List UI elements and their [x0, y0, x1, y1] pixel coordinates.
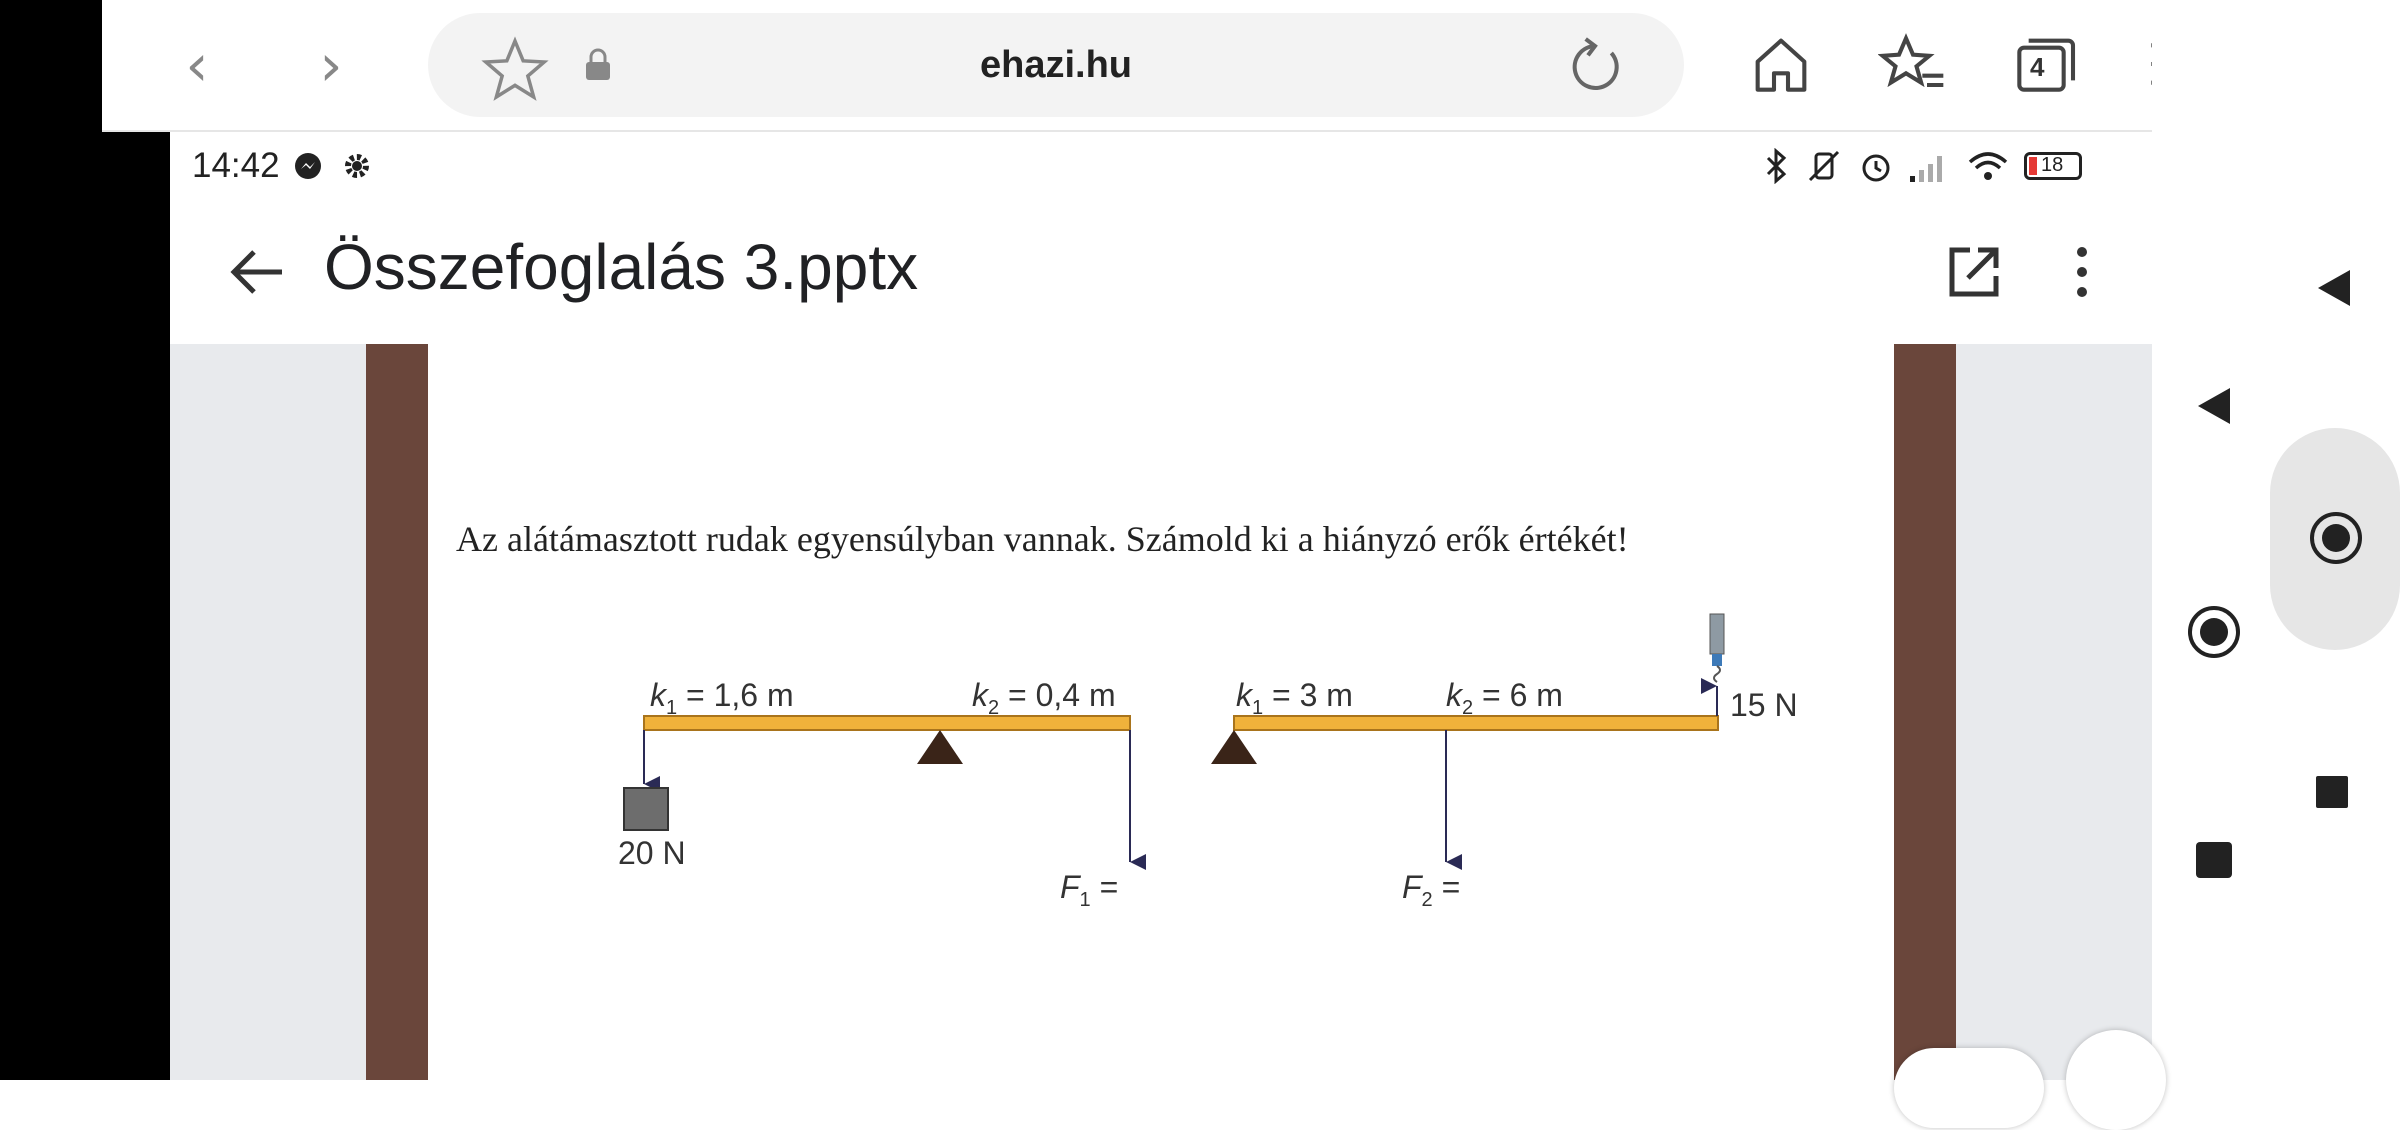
open-external-icon[interactable]	[1946, 244, 2002, 300]
nav-recents-icon[interactable]	[2192, 838, 2236, 882]
tab-count: 4	[2030, 52, 2045, 82]
lever-1-fulcrum	[917, 730, 963, 764]
lever-2-fulcrum	[1211, 730, 1257, 764]
more-options-icon[interactable]	[2052, 242, 2112, 302]
tabs-icon[interactable]	[2010, 28, 2080, 100]
spring-force-label: 15 N	[1730, 687, 1798, 723]
lever-1-beam	[644, 716, 1130, 730]
spring-scale	[1710, 614, 1724, 654]
alarm-icon	[1858, 148, 1894, 184]
weight-block	[624, 788, 668, 830]
outer-recents-icon[interactable]	[2312, 772, 2352, 812]
lever-2	[1211, 614, 1798, 911]
page-indicator-pill[interactable]	[1894, 1048, 2044, 1128]
lever-2-k1-label: $k_1 = 3$ m	[1236, 677, 1353, 719]
browser-toolbar	[102, 0, 2268, 132]
url-text: ehazi.hu	[979, 44, 1133, 86]
status-bar-left	[192, 146, 373, 186]
settings-gear-icon	[341, 150, 373, 182]
bookmarks-icon[interactable]	[1878, 28, 1948, 100]
address-bar[interactable]	[428, 13, 1684, 117]
battery-icon	[2024, 152, 2082, 180]
nav-home-icon[interactable]	[2186, 604, 2242, 660]
document-viewer[interactable]	[170, 344, 2152, 1080]
slide	[366, 344, 1956, 1080]
status-bar-right	[1762, 146, 2082, 186]
phone-screen	[170, 132, 2152, 1080]
lever-1-force-label: $F_1$ =	[1060, 869, 1119, 911]
signal-icon	[1908, 148, 1952, 184]
outer-home-pill[interactable]	[2270, 428, 2400, 650]
document-title: Összefoglalás 3.pptx	[324, 231, 919, 303]
battery-level: 18	[2041, 154, 2064, 176]
lever-2-beam	[1234, 716, 1718, 730]
nav-back-icon[interactable]	[2194, 384, 2234, 428]
spring-hook	[1714, 666, 1720, 682]
forward-icon[interactable]: ›	[319, 31, 343, 99]
lever-2-k2-label: $k_2 = 6$ m	[1446, 677, 1563, 719]
messenger-icon	[293, 151, 323, 181]
outer-back-icon[interactable]	[2314, 266, 2354, 310]
app-bar	[170, 202, 2152, 342]
lever-1-k1-label: $k_1 = 1,6$ m	[650, 677, 794, 719]
reload-icon[interactable]	[1560, 31, 1630, 103]
lever-diagrams	[366, 344, 1956, 1080]
weight-label: 20 N	[618, 835, 686, 871]
status-time: 14:42	[192, 146, 280, 185]
floating-action-button[interactable]	[2066, 1030, 2166, 1130]
wifi-icon	[1966, 148, 2010, 184]
lever-1	[618, 677, 1130, 911]
slide-instruction: Az alátámasztott rudak egyensúlyban vannak. Számold ki a hiányzó erők értékét!	[456, 519, 1629, 559]
lever-2-force-label: $F_2$ =	[1402, 869, 1461, 911]
back-icon[interactable]: ‹	[185, 31, 209, 99]
outer-home-icon[interactable]	[2308, 510, 2364, 566]
home-icon[interactable]	[1746, 28, 1816, 100]
screen-edge	[0, 0, 170, 1080]
bluetooth-icon	[1762, 148, 1790, 184]
lever-1-k2-label: $k_2 = 0,4$ m	[972, 677, 1116, 719]
vibrate-mute-icon	[1804, 148, 1844, 184]
back-arrow-icon[interactable]	[216, 232, 296, 312]
spring-scale-tip	[1712, 654, 1722, 666]
